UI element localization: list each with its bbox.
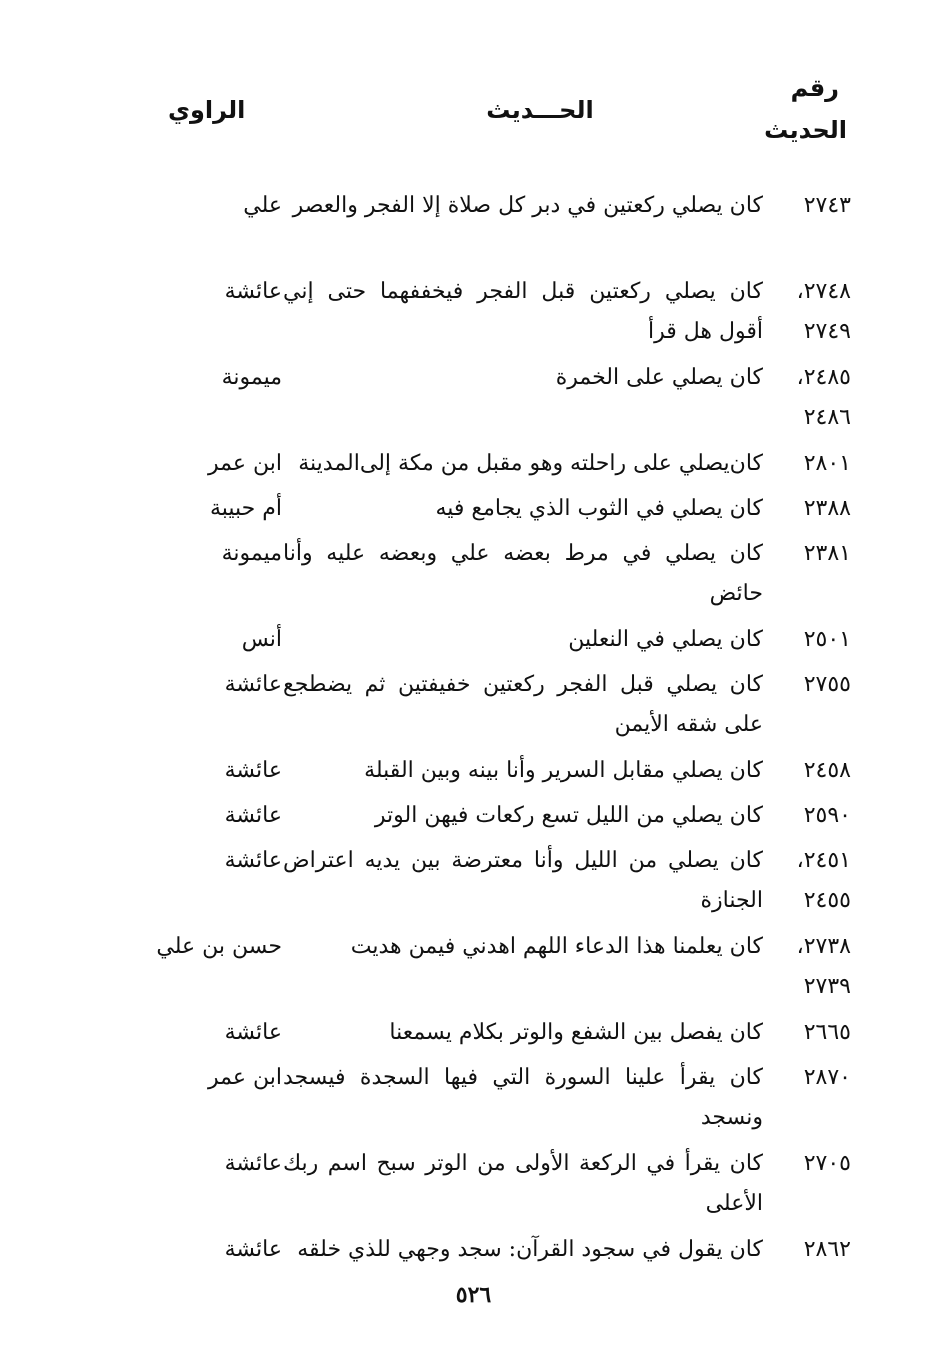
hadith-text: كان يصلي في مرط بعضه علي وبعضه عليه وأنا حائض — [283, 541, 763, 606]
hadith-number: ٢٧٤٣ — [803, 193, 851, 218]
hadith-text: كان يصلي من الليل وأنا معترضة بين يديه اعتراض الجنازة — [283, 848, 763, 913]
hadith-number: ٢٣٨١ — [803, 541, 851, 566]
table-row — [0, 272, 947, 358]
header-narrator-label: الراوي — [168, 96, 246, 124]
hadith-number: ٢٧٣٨، ٢٧٣٩ — [796, 934, 851, 999]
hadith-table — [0, 186, 947, 1275]
narrator: عائشة — [224, 1020, 282, 1045]
table-row — [0, 1013, 947, 1058]
narrator: ميمونة — [221, 541, 282, 566]
hadith-number: ٢٨٧٠ — [803, 1065, 851, 1090]
hadith-number: ٢٨٦٢ — [803, 1237, 851, 1262]
table-row — [0, 620, 947, 665]
narrator: أنس — [241, 627, 282, 652]
narrator: أم حبيبة — [209, 496, 282, 521]
header-number-label-line1: رقم — [790, 74, 839, 102]
hadith-text: كان يصلي في النعلين — [568, 627, 763, 652]
table-row — [0, 1144, 947, 1230]
table-row — [0, 665, 947, 751]
narrator: ابن عمر — [208, 1065, 282, 1090]
hadith-text: كان يفصل بين الشفع والوتر بكلام يسمعنا — [389, 1020, 763, 1045]
table-row — [0, 186, 947, 272]
hadith-text: كان يصلي من الليل تسع ركعات فيهن الوتر — [374, 803, 763, 828]
table-row — [0, 358, 947, 444]
hadith-text: كان يعلمنا هذا الدعاء اللهم اهدني فيمن هديت — [350, 934, 763, 959]
table-row — [0, 796, 947, 841]
hadith-number: ٢٥٠١ — [803, 627, 851, 652]
narrator: عائشة — [224, 279, 282, 304]
hadith-number: ٢٤٥١، ٢٤٥٥ — [796, 848, 851, 913]
narrator: عائشة — [224, 803, 282, 828]
hadith-text: كان يصلي في الثوب الذي يجامع فيه — [435, 496, 763, 521]
hadith-text: كان يصلي ركعتين في دبر كل صلاة إلا الفجر والعصر — [292, 193, 763, 218]
table-row — [0, 534, 947, 620]
hadith-number: ٢٦٦٥ — [803, 1020, 851, 1045]
hadith-text: كان يقرأ في الركعة الأولى من الوتر سبح اسم ربك الأعلى — [283, 1151, 763, 1216]
hadith-number: ٢٧٤٨، ٢٧٤٩ — [796, 279, 851, 344]
hadith-text: كان يصلي على الخمرة — [555, 365, 763, 390]
hadith-text: كان‌يصلي على راحلته وهو مقبل من مكة إلى‌المدينة — [298, 451, 763, 476]
table-row — [0, 1230, 947, 1275]
narrator: عائشة — [224, 1151, 282, 1176]
narrator: حسن بن علي — [156, 934, 282, 959]
hadith-number: ٢٥٩٠ — [803, 803, 851, 828]
hadith-text: كان يصلي قبل الفجر ركعتين خفيفتين ثم يضطجع على شقه الأيمن — [283, 672, 763, 737]
table-row — [0, 489, 947, 534]
hadith-text: كان يقول في سجود القرآن: سجد وجهي للذي خلقه — [297, 1237, 763, 1262]
narrator: عائشة — [224, 672, 282, 697]
header-hadith-label: الحـــديث — [486, 96, 594, 124]
narrator: ميمونة — [221, 365, 282, 390]
table-row — [0, 1058, 947, 1144]
narrator: عائشة — [224, 848, 282, 873]
hadith-number: ٢٨٠١ — [803, 451, 851, 476]
hadith-number: ٢٣٨٨ — [803, 496, 851, 521]
hadith-number: ٢٧٥٥ — [803, 672, 851, 697]
table-row — [0, 841, 947, 927]
hadith-number: ٢٤٥٨ — [803, 758, 851, 783]
header-number-label-line2: الحديث — [764, 116, 847, 144]
page-number: ٥٢٦ — [455, 1282, 492, 1308]
hadith-text: كان يقرأ علينا السورة التي فيها السجدة فيسجد ونسجد — [283, 1065, 763, 1130]
narrator: عائشة — [224, 1237, 282, 1262]
table-row — [0, 927, 947, 1013]
table-row — [0, 751, 947, 796]
hadith-text: كان يصلي مقابل السرير وأنا بينه وبين القبلة — [364, 758, 763, 783]
narrator: ابن عمر — [208, 451, 282, 476]
table-row — [0, 444, 947, 489]
hadith-text: كان يصلي ركعتين قبل الفجر فيخففهما حتى إني أقول هل قرأ — [283, 279, 763, 344]
narrator: عائشة — [224, 758, 282, 783]
narrator: علي — [243, 193, 282, 218]
hadith-number: ٢٤٨٥، ٢٤٨٦ — [796, 365, 851, 430]
hadith-number: ٢٧٠٥ — [803, 1151, 851, 1176]
